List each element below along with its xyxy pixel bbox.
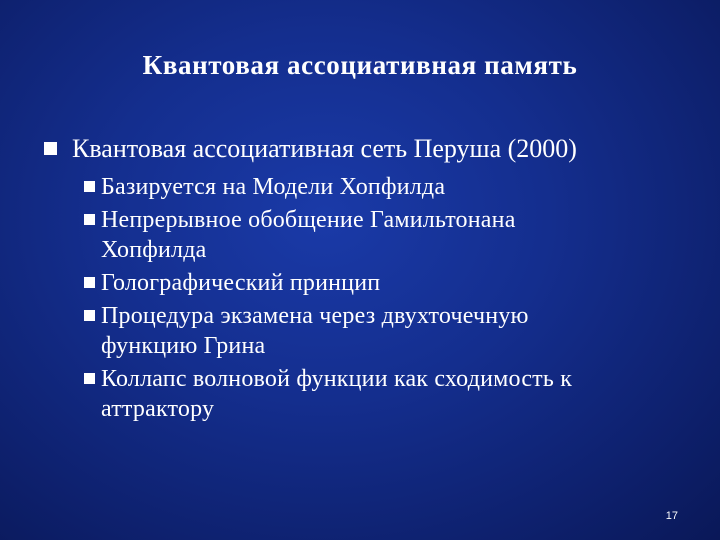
list-item <box>84 172 684 202</box>
square-bullet-icon <box>84 181 95 192</box>
square-bullet-icon <box>44 142 57 155</box>
square-bullet-icon <box>84 373 95 384</box>
list-item <box>84 301 581 361</box>
sub-bullet-text: Голографический принцип <box>101 270 381 296</box>
sub-bullet-text: Базируется на Модели Хопфилда <box>101 174 446 200</box>
main-bullet-text: Квантовая ассоциативная сеть Перуша (2000) <box>72 134 577 163</box>
sub-bullet-text: Процедура экзамена через двухточечную функцию Грина <box>101 303 529 359</box>
page-number: 17 <box>665 510 678 522</box>
square-bullet-icon <box>84 310 95 321</box>
list-item <box>84 205 571 265</box>
sub-bullet-list <box>84 172 684 427</box>
sub-bullet-text: Непрерывное обобщение Гамильтонана Хопфилда <box>101 207 516 263</box>
sub-bullet-text: Коллапс волновой функции как сходимость к аттрактору <box>101 366 573 422</box>
square-bullet-icon <box>84 277 95 288</box>
list-item <box>84 268 684 298</box>
slide-title: Квантовая ассоциативная память <box>142 50 578 80</box>
list-item <box>84 364 661 424</box>
square-bullet-icon <box>84 214 95 225</box>
